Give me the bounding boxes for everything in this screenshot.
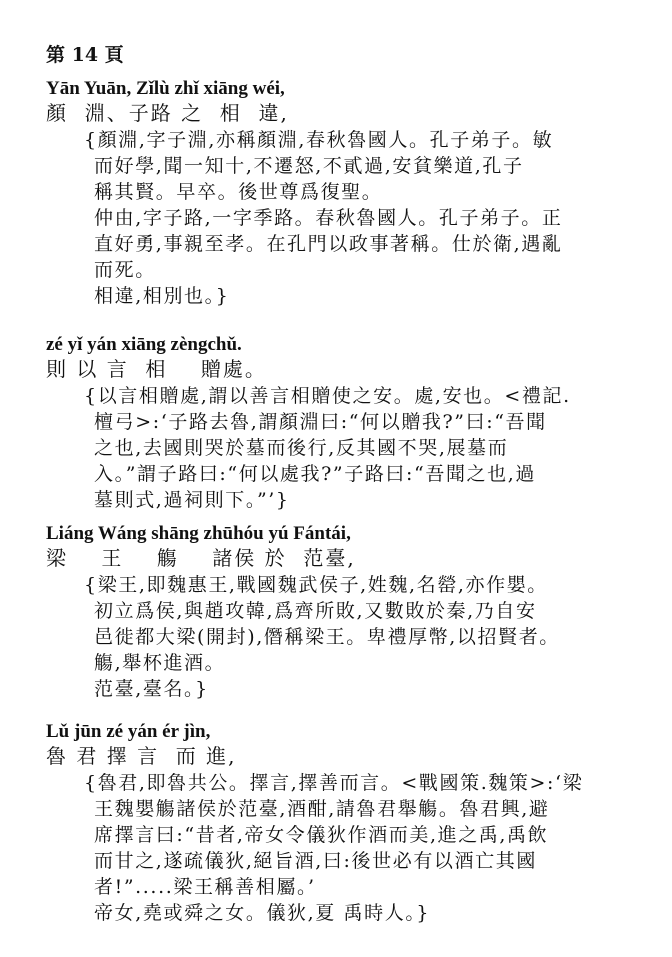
annotation-line: 者!”.....梁王稱善相屬。’ — [94, 876, 316, 898]
hanzi-line: 梁 王 觴 諸侯 於 范臺, — [46, 546, 356, 570]
annotation-line: 觴,舉杯進酒。 — [94, 652, 226, 674]
annotation-block — [84, 383, 652, 513]
annotation-line: {顏淵,字子淵,亦稱顏淵,春秋魯國人。孔子弟子。敏 — [84, 129, 554, 151]
annotation-line: 而甘之,遂疏儀狄,絕旨酒,曰:後世必有以酒亡其國 — [94, 850, 537, 872]
annotation-line: 而好學,聞一知十,不遷怒,不貳過,安貧樂道,孔子 — [94, 155, 524, 177]
annotation-line: 相違,相別也。} — [94, 285, 230, 307]
annotation-line: 初立爲侯,與趙攻韓,爲齊所敗,又數敗於秦,乃自安 — [94, 600, 537, 622]
annotation-line: {魯君,即魯共公。擇言,擇善而言。<戰國策.魏策>:‘梁 — [84, 772, 584, 794]
hanzi-line: 魯 君 擇 言 而 進, — [46, 744, 237, 768]
annotation-line: 范臺,臺名。} — [94, 678, 209, 700]
hanzi-line: 則 以 言 相 贈處。 — [46, 357, 267, 381]
annotation-line: {梁王,即魏惠王,戰國魏武侯子,姓魏,名罃,亦作嬰。 — [84, 574, 548, 596]
annotation-line: 帝女,堯或舜之女。儀狄,夏 禹時人。} — [94, 902, 431, 924]
annotation-line: 墓則式,過祠則下。”’} — [94, 489, 290, 511]
page-number-header: 第 14 頁 — [46, 44, 124, 66]
annotation-line: 稱其賢。早卒。後世尊爲復聖。 — [94, 181, 383, 203]
annotation-block — [84, 127, 652, 309]
verse-entry-2 — [46, 334, 652, 513]
annotation-line: 入。”謂子路曰:“何以處我?”子路曰:“吾聞之也,過 — [94, 463, 536, 485]
annotation-line: {以言相贈處,謂以善言相贈使之安。處,安也。<禮記. — [84, 385, 571, 407]
annotation-block — [84, 770, 652, 926]
annotation-line: 之也,去國則哭於墓而後行,反其國不哭,展墓而 — [94, 437, 509, 459]
annotation-line: 仲由,字子路,一字季路。春秋魯國人。孔子弟子。正 — [94, 207, 563, 229]
annotation-block — [84, 572, 652, 702]
pinyin-line: zé yǐ yán xiāng zèngchǔ. — [46, 334, 242, 355]
pinyin-line: Liáng Wáng shāng zhūhóu yú Fántái, — [46, 523, 351, 544]
annotation-line: 王魏嬰觴諸侯於范臺,酒酣,請魯君舉觴。魯君興,避 — [94, 798, 550, 820]
annotation-line: 檀弓>:‘子路去魯,謂顏淵曰:“何以贈我?”曰:“吾聞 — [94, 411, 547, 433]
verse-entry-3 — [46, 523, 652, 702]
hanzi-line: 顏 淵、子路 之 相 違, — [46, 101, 289, 125]
annotation-line: 邑徙都大梁(開封),僭稱梁王。卑禮厚幣,以招賢者。 — [94, 626, 560, 648]
annotation-line: 而死。 — [94, 259, 156, 281]
verse-entry-1 — [46, 78, 652, 309]
verse-entry-4 — [46, 721, 652, 926]
annotation-line: 直好勇,事親至孝。在孔門以政事著稱。仕於衛,遇亂 — [94, 233, 563, 255]
annotation-line: 席擇言曰:“昔者,帝女令儀狄作酒而美,進之禹,禹飲 — [94, 824, 549, 846]
pinyin-line: Lǔ jūn zé yán ér jìn, — [46, 721, 211, 742]
pinyin-line: Yān Yuān, Zǐlù zhǐ xiāng wéi, — [46, 78, 285, 99]
